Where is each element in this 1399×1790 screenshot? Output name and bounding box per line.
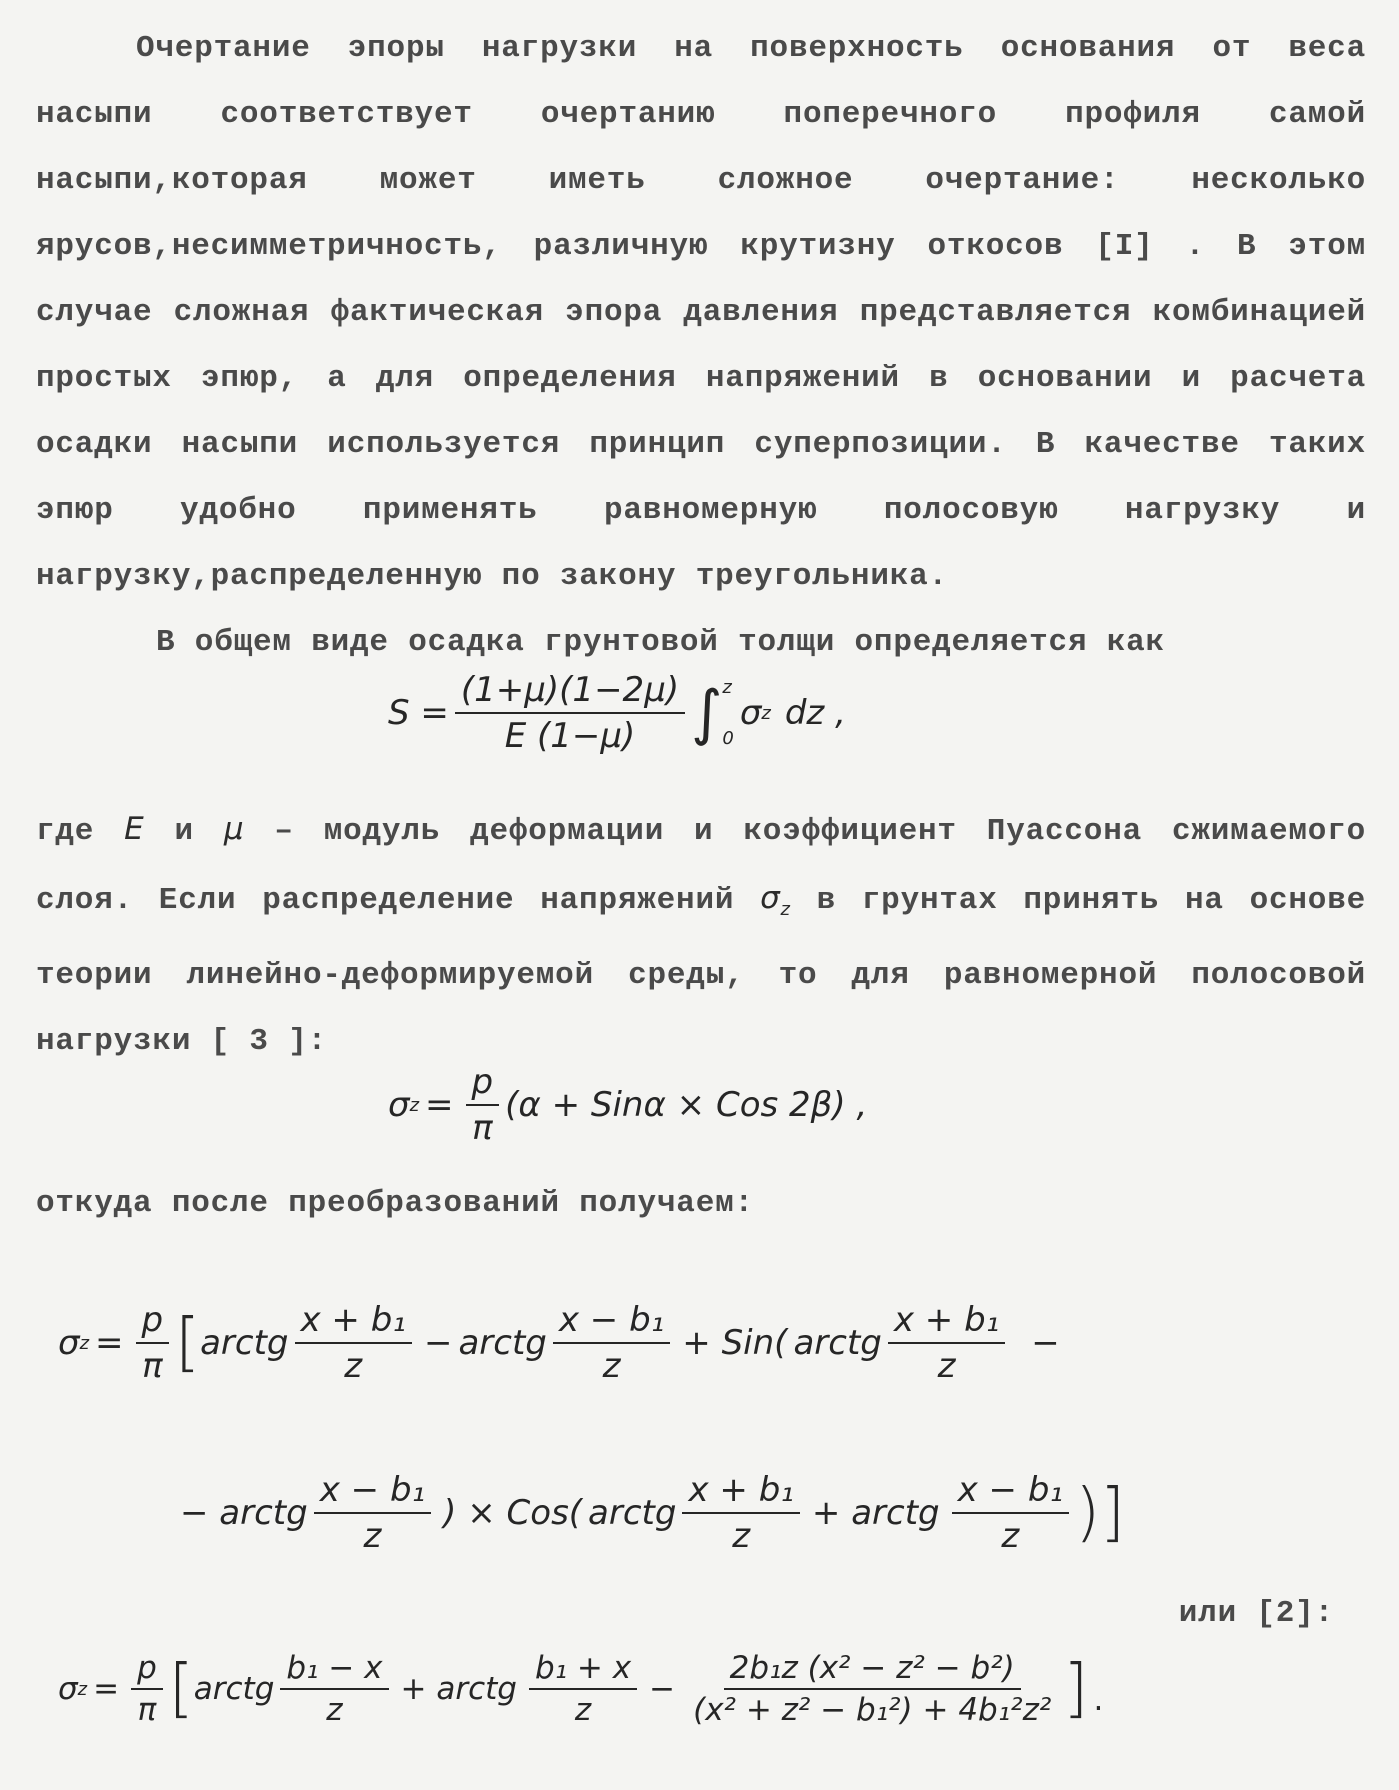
formula-sigma-alternative xyxy=(58,1650,1109,1728)
formula3-num: p xyxy=(136,1300,170,1344)
formula1-numerator: (1+μ)(1−2μ) xyxy=(455,670,685,714)
ili-reference xyxy=(1179,1596,1334,1631)
formula3-frac-1 xyxy=(295,1300,412,1386)
formula3-lhs-sub: z xyxy=(79,1332,90,1354)
formula4-cos: ) × Cos( xyxy=(443,1493,583,1533)
formula2-fraction xyxy=(466,1062,500,1148)
formula2-lhs-sub: z xyxy=(409,1094,420,1116)
paragraph-2 xyxy=(36,610,1366,676)
integral-sign: ∫ xyxy=(691,678,723,748)
p3-mu: μ xyxy=(223,811,245,847)
formula5-close: ]. xyxy=(1063,1652,1109,1726)
formula5-den: π xyxy=(137,1692,157,1728)
formula4-f3-num: x − b₁ xyxy=(952,1470,1069,1514)
formula3-open-bracket: [ xyxy=(175,1306,201,1380)
formula2-body: (α + Sinα × Cos 2β) , xyxy=(505,1085,868,1125)
formula5-pfrac xyxy=(131,1650,163,1728)
formula5-open-bracket: [ xyxy=(168,1652,194,1726)
paragraph-4 xyxy=(36,1186,754,1221)
formula2-lhs: σ xyxy=(388,1085,410,1125)
formula4-arctg: arctg xyxy=(588,1493,677,1533)
formula4-close: )] xyxy=(1075,1476,1125,1550)
integral-limits xyxy=(722,677,733,749)
formula5-f1-num: b₁ − x xyxy=(280,1650,388,1690)
ili-text: или [2]: xyxy=(1178,1596,1334,1631)
p3-E: E xyxy=(124,811,145,847)
formula5-frac-1 xyxy=(280,1650,388,1728)
formula4-f3-den: z xyxy=(1001,1516,1020,1556)
formula4-frac-3 xyxy=(952,1470,1069,1556)
paragraph-4-text: откуда после преобразований получаем: xyxy=(36,1186,754,1221)
formula4-frac-1 xyxy=(314,1470,431,1556)
formula3-den: π xyxy=(142,1346,163,1386)
formula5-plus: + arctg xyxy=(400,1671,517,1707)
formula3-arctg-1: arctg xyxy=(200,1323,289,1363)
formula-sigma-expanded-1 xyxy=(58,1300,1060,1386)
formula4-f2-den: z xyxy=(732,1516,751,1556)
formula5-frac-3 xyxy=(687,1650,1057,1728)
integral-upper: z xyxy=(722,677,732,698)
formula1-integrand-sub: z xyxy=(761,702,771,724)
paragraph-3 xyxy=(36,796,1366,1075)
formula1-differential: dz , xyxy=(784,693,846,733)
formula3-lhs: σ xyxy=(58,1323,80,1363)
formula1-denominator: E (1−μ) xyxy=(504,716,636,756)
formula4-lead: − arctg xyxy=(180,1493,308,1533)
formula5-f3-num: 2b₁z (x² − z² − b²) xyxy=(724,1650,1021,1690)
formula3-frac-2 xyxy=(553,1300,670,1386)
formula2-eq: = xyxy=(425,1085,454,1125)
formula3-f3-den: z xyxy=(937,1346,956,1386)
formula3-minus: − xyxy=(423,1323,453,1363)
formula5-arctg-1: arctg xyxy=(193,1671,275,1707)
formula-settlement xyxy=(388,670,846,756)
formula5-frac-2 xyxy=(529,1650,637,1728)
formula4-f2-num: x + b₁ xyxy=(682,1470,799,1514)
formula3-f1-den: z xyxy=(344,1346,363,1386)
formula4-frac-2 xyxy=(682,1470,799,1556)
p3-sigma-sub: z xyxy=(780,899,791,921)
formula5-num: p xyxy=(131,1650,163,1690)
formula3-pfrac xyxy=(136,1300,170,1386)
formula3-arctg-3: arctg xyxy=(793,1323,882,1363)
formula5-eq: = xyxy=(93,1671,120,1707)
formula2-den: π xyxy=(472,1108,493,1148)
formula3-arctg-2: arctg xyxy=(458,1323,547,1363)
formula1-integrand: σ xyxy=(739,693,762,733)
formula5-minus: − xyxy=(649,1671,676,1707)
p3-and: и xyxy=(174,814,194,849)
formula3-plus-sin: + Sin( xyxy=(682,1323,788,1363)
formula5-f1-den: z xyxy=(326,1692,343,1728)
formula3-eq: = xyxy=(95,1323,124,1363)
p3-rest2: в грунтах принять на основе теории линейно-деформируемой среды, то для равномерной полосовой нагрузки [ 3 ]: xyxy=(36,883,1367,1060)
formula4-plus: + arctg xyxy=(811,1493,940,1533)
formula3-frac-3 xyxy=(888,1300,1005,1386)
formula3-f3-num: x + b₁ xyxy=(888,1300,1005,1344)
formula5-f2-den: z xyxy=(574,1692,592,1728)
formula3-f2-den: z xyxy=(602,1346,621,1386)
p3-pre: где xyxy=(36,814,95,849)
integral-lower: 0 xyxy=(722,728,734,749)
formula1-lhs: S = xyxy=(388,693,449,733)
p3-rest: – модуль деформации и коэффициент Пуассона сжимаемого слоя. Если распределение напряжений xyxy=(36,814,1366,918)
formula5-f3-den: (x² + z² − b₁²) + 4b₁²z² xyxy=(693,1692,1052,1728)
formula4-f1-num: x − b₁ xyxy=(314,1470,431,1514)
formula5-lhs-sub: z xyxy=(77,1678,88,1700)
formula2-num: p xyxy=(466,1062,500,1106)
formula-sigma-expanded-2 xyxy=(180,1470,1125,1556)
paragraph-1-text: Очертание эпоры нагрузки на поверхность основания от веса насыпи соответствует очертанию поперечного профиля самой насыпи,которая может иметь сложное очертание: несколько ярусов,несимметричность, различную крутизну откосов [I] . В этом случае сложная фактическая эпора давления представляется комбинацией простых эпюр, а для определения напряжений в основании и расчета осадки насыпи используется принцип суперпозиции. В качестве таких эпюр удобно применять равномерную полосовую нагрузку и нагрузку,распределенную по закону треугольника. xyxy=(36,31,1366,594)
formula5-f2-num: b₁ + x xyxy=(529,1650,637,1690)
formula1-fraction xyxy=(455,670,685,756)
formula3-f1-num: x + b₁ xyxy=(295,1300,412,1344)
paragraph-1 xyxy=(36,16,1366,610)
formula3-trail: − xyxy=(1031,1323,1060,1363)
formula-sigma-strip xyxy=(388,1062,867,1148)
formula5-lhs: σ xyxy=(58,1671,78,1707)
formula4-f1-den: z xyxy=(363,1516,382,1556)
paragraph-2-text: В общем виде осадка грунтовой толщи определяется как xyxy=(156,625,1165,660)
formula3-f2-num: x − b₁ xyxy=(553,1300,670,1344)
p3-sigma: σ xyxy=(760,880,781,916)
